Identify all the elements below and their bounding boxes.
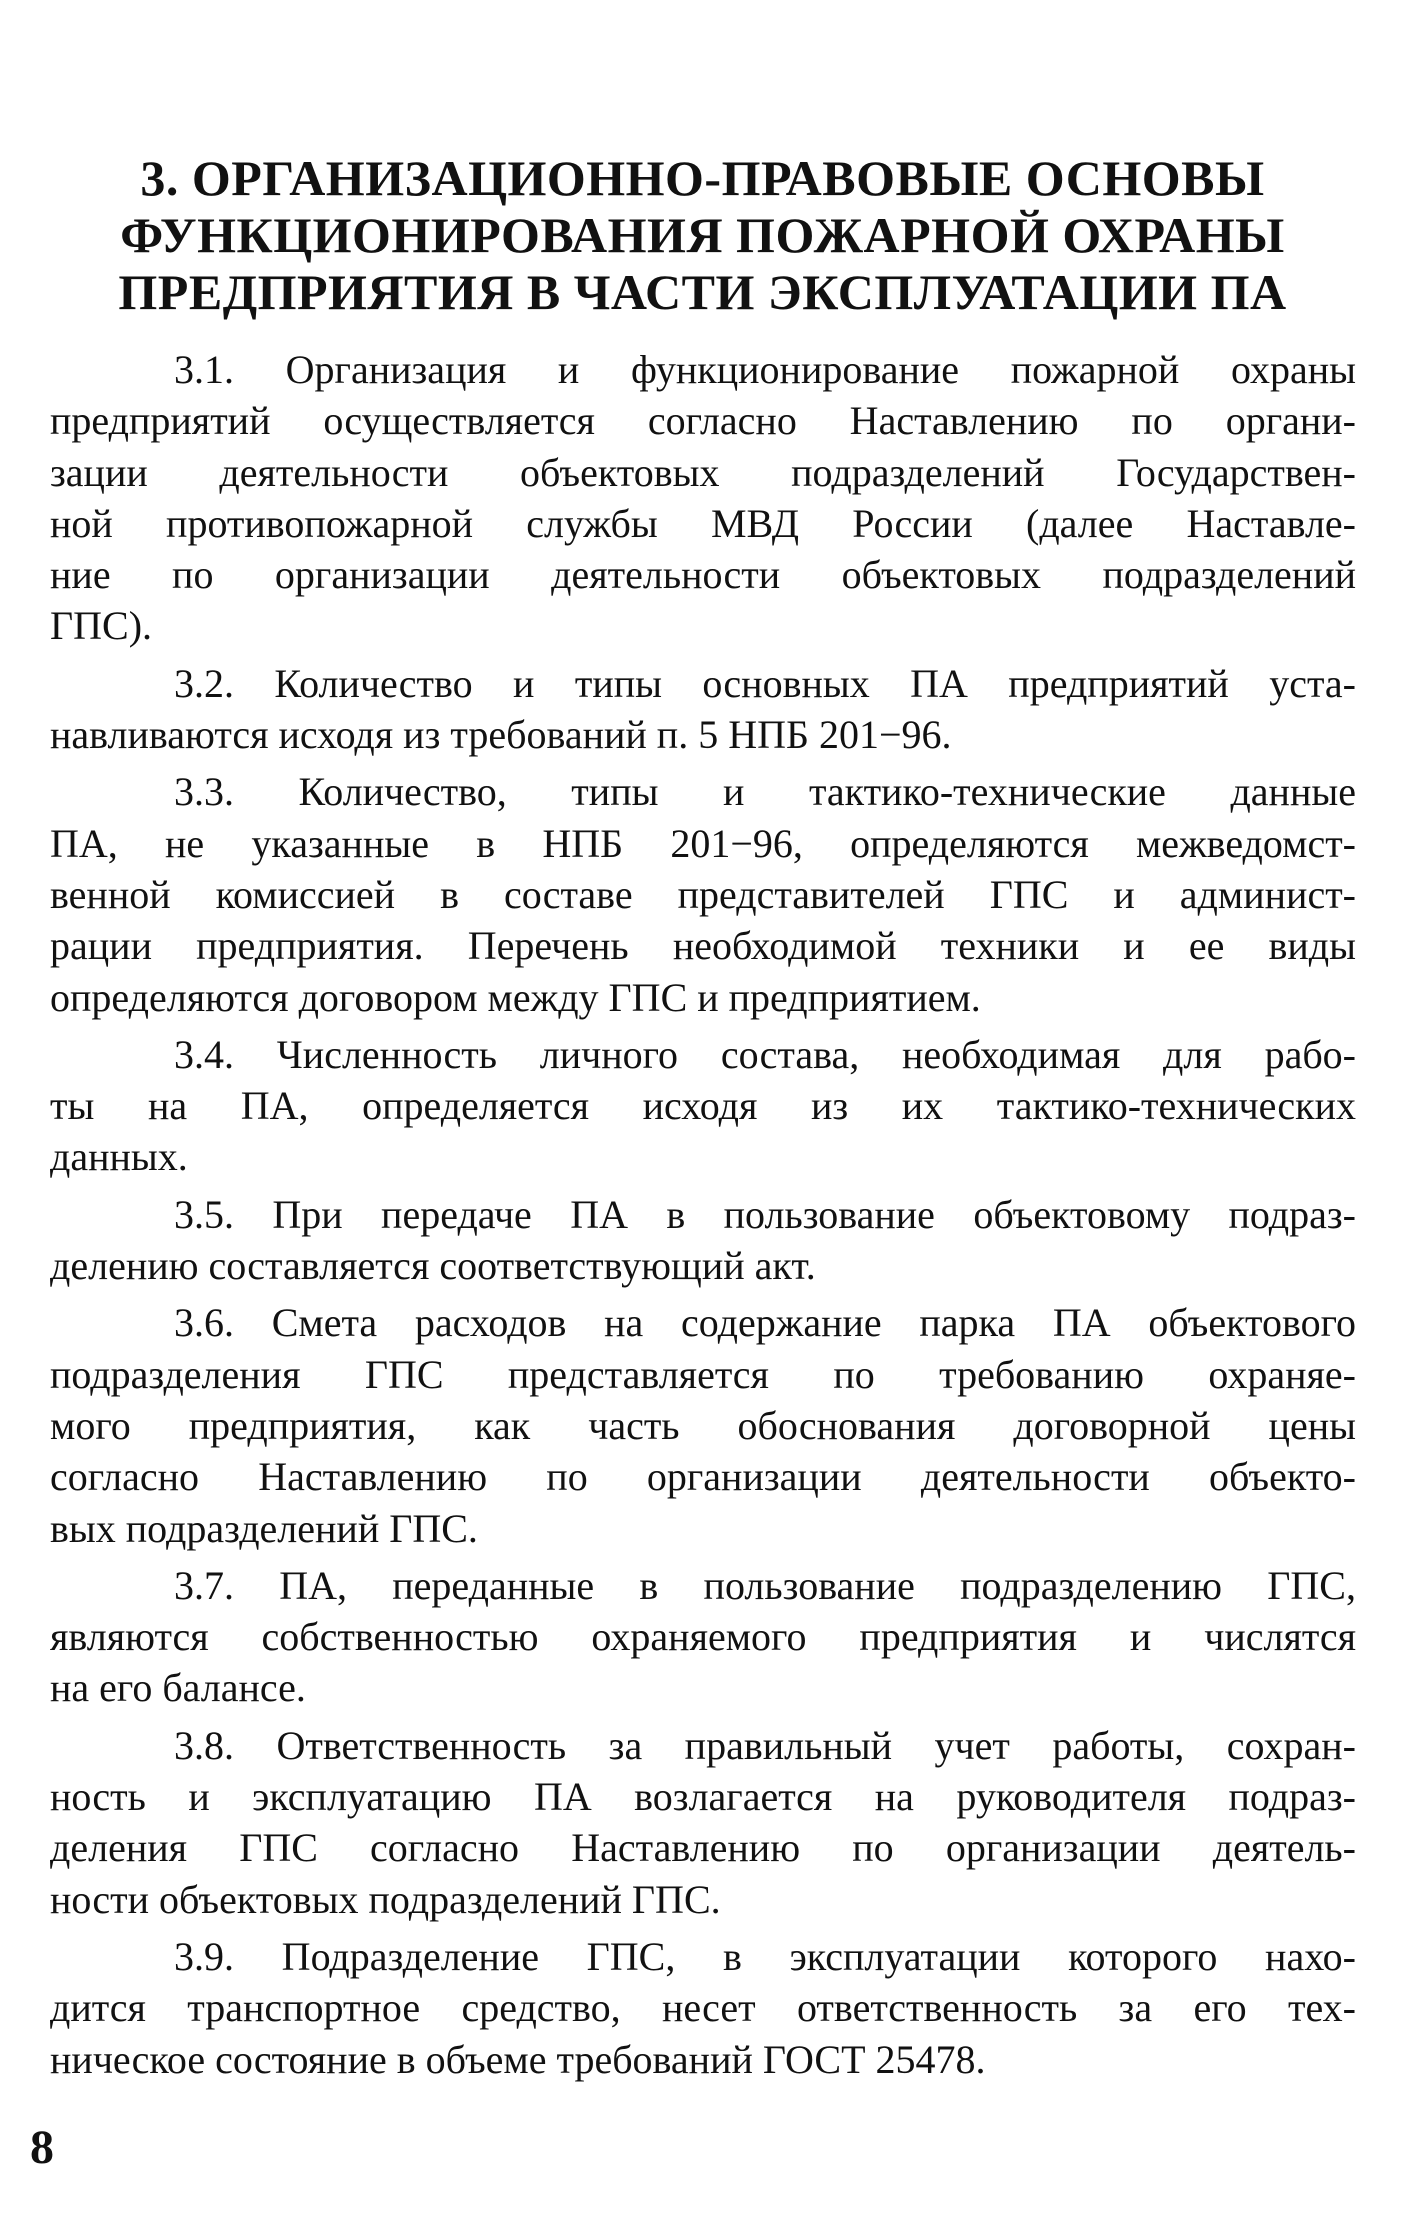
page-number: 8 [30,2121,54,2174]
text-line: ПА, не указанные в НПБ 201−96, определяются межведомст- [50,820,1356,866]
text-line: рации предприятия. Перечень необходимой техники и ее виды [50,923,1356,969]
text-line: 3.8. Ответственность за правильный учет работы, сохран- [174,1722,1356,1768]
text-line: подразделения ГПС представляется по требованию охраняе- [50,1351,1356,1397]
paragraph-3-6 [50,1297,1356,1553]
text-line: 3.9. Подразделение ГПС, в эксплуатации которого нахо- [174,1933,1356,1979]
heading-line: 3. ОРГАНИЗАЦИОННО-ПРАВОВЫЕ ОСНОВЫ [140,150,1265,206]
text-line: мого предприятия, как часть обоснования договорной цены [50,1402,1356,1448]
text-line: ной противопожарной службы МВД России (далее Наставле- [50,500,1356,546]
heading-line: ПРЕДПРИЯТИЯ В ЧАСТИ ЭКСПЛУАТАЦИИ ПА [118,264,1287,320]
text-line: зации деятельности объектовых подразделений Государствен- [50,449,1356,495]
text-line: определяются договором между ГПС и предприятием. [50,974,981,1020]
paragraph-3-1 [50,344,1356,652]
heading-line: ФУНКЦИОНИРОВАНИЯ ПОЖАРНОЙ ОХРАНЫ [120,207,1285,263]
section-body [50,344,1356,2091]
text-line: ние по организации деятельности объектовых подразделений [50,552,1356,598]
text-line: делению составляется соответствующий акт. [50,1243,816,1289]
text-line: на его балансе. [50,1665,306,1711]
text-line: ническое состояние в объеме требований ГОСТ 25478. [50,2036,986,2082]
text-line: 3.4. Численность личного состава, необходимая для рабо- [174,1031,1356,1077]
text-line: 3.6. Смета расходов на содержание парка ПА объектового [174,1300,1356,1346]
text-line: ты на ПА, определяется исходя из их тактико-технических [50,1083,1356,1129]
text-line: 3.1. Организация и функционирование пожарной охраны [174,347,1356,392]
text-line: согласно Наставлению по организации деятельности объекто- [50,1454,1356,1500]
text-line: ность и эксплуатацию ПА возлагается на руководителя подраз- [50,1774,1356,1820]
text-line: ности объектовых подразделений ГПС. [50,1876,721,1922]
text-line: 3.7. ПА, переданные в пользование подразделению ГПС, [174,1562,1356,1608]
text-line: дится транспортное средство, несет ответственность за его тех- [50,1985,1356,2031]
paragraph-3-4 [50,1029,1356,1183]
text-line: 3.3. Количество, типы и тактико-технические данные [174,769,1356,815]
paragraph-3-8 [50,1720,1356,1925]
text-line: венной комиссией в составе представителей ГПС и админист- [50,871,1356,917]
section-heading [60,150,1345,321]
text-line: 3.5. При передаче ПА в пользование объектовому подраз- [174,1191,1356,1237]
text-line: являются собственностью охраняемого предприятия и числятся [50,1614,1356,1660]
paragraph-3-5 [50,1189,1356,1292]
text-line: деления ГПС согласно Наставлению по организации деятель- [50,1825,1356,1871]
paragraph-3-3 [50,766,1356,1022]
text-line: данных. [50,1134,188,1180]
text-line: вых подразделений ГПС. [50,1505,478,1551]
paragraph-3-9 [50,1931,1356,2085]
text-line: ГПС). [50,603,153,649]
text-line: предприятий осуществляется согласно Наставлению по органи- [50,398,1356,444]
paragraph-3-2 [50,658,1356,761]
paragraph-3-7 [50,1560,1356,1714]
text-line: навливаются исходя из требований п. 5 НПБ 201−96. [50,712,952,758]
text-line: 3.2. Количество и типы основных ПА предприятий уста- [174,660,1356,706]
